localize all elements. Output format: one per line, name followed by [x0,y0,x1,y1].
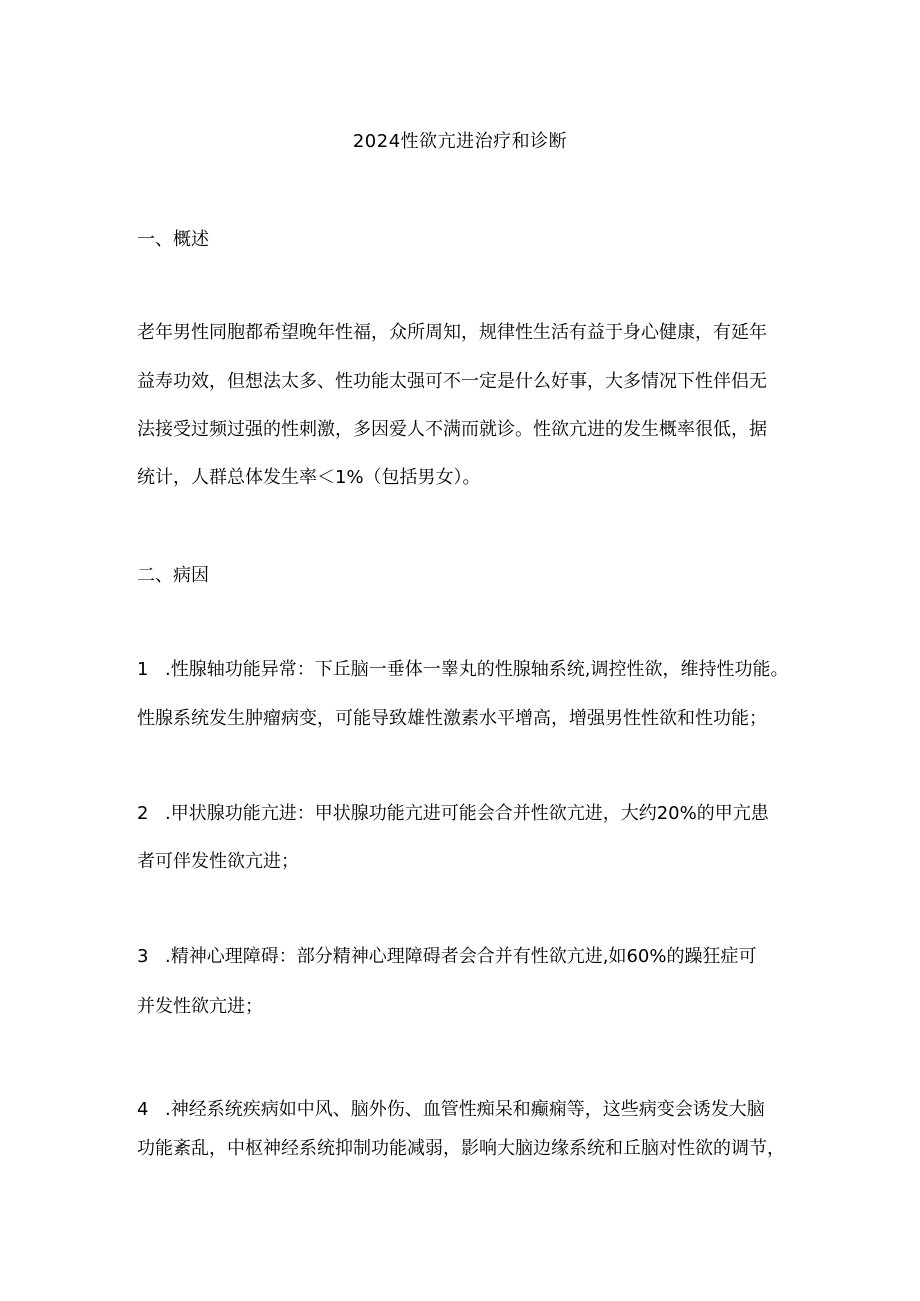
etiology-item-4 [137,1096,765,1124]
etiology-item-1-continuation: 性腺系统发生肿瘤病变，可能导致雄性激素水平增高，增强男性性欲和性功能； [137,708,767,729]
etiology-item-3 [137,943,756,971]
etiology-item-4-continuation: 功能紊乱，中枢神经系统抑制功能减弱，影响大脑边缘系统和丘脑对性欲的调节， [137,1138,785,1159]
etiology-item-2-continuation: 者可伴发性欲亢进； [137,851,299,872]
item-text-line: .神经系统疾病如中风、脑外伤、血管性痴呆和癫痫等，这些病变会诱发大脑 [165,1099,765,1120]
section-heading-overview: 一、概述 [137,229,209,250]
overview-paragraph-line: 益寿功效，但想法太多、性功能太强可不一定是什么好事，大多情况下性伴侣无 [137,371,767,392]
item-text-line: .精神心理障碍：部分精神心理障碍者会合并有性欲亢进,如60%的躁狂症可 [165,946,757,967]
etiology-item-1 [137,656,788,684]
item-number: 3 [137,946,149,967]
item-number: 1 [137,659,149,680]
section-heading-etiology: 二、病因 [137,565,209,586]
item-number: 4 [137,1099,149,1120]
item-text-line: .甲状腺功能亢进：甲状腺功能亢进可能会合并性欲亢进，大约20%的甲亢患 [165,803,769,824]
overview-paragraph-line: 法接受过频过强的性刺激，多因爱人不满而就诊。性欲亢进的发生概率很低，据 [137,419,767,440]
item-text-line: .性腺轴功能异常：下丘脑一垂体一睾丸的性腺轴系统,调控性欲，维持性功能。 [165,659,789,680]
etiology-item-3-continuation: 并发性欲亢进； [137,996,263,1017]
etiology-item-2 [137,800,769,828]
item-number: 2 [137,803,149,824]
document-title: 2024性欲亢进治疗和诊断 [352,131,568,152]
overview-paragraph-line: 统计，人群总体发生率＜1%（包括男女）。 [137,467,481,488]
overview-paragraph-line: 老年男性同胞都希望晚年性福，众所周知，规律性生活有益于身心健康，有延年 [137,322,767,343]
